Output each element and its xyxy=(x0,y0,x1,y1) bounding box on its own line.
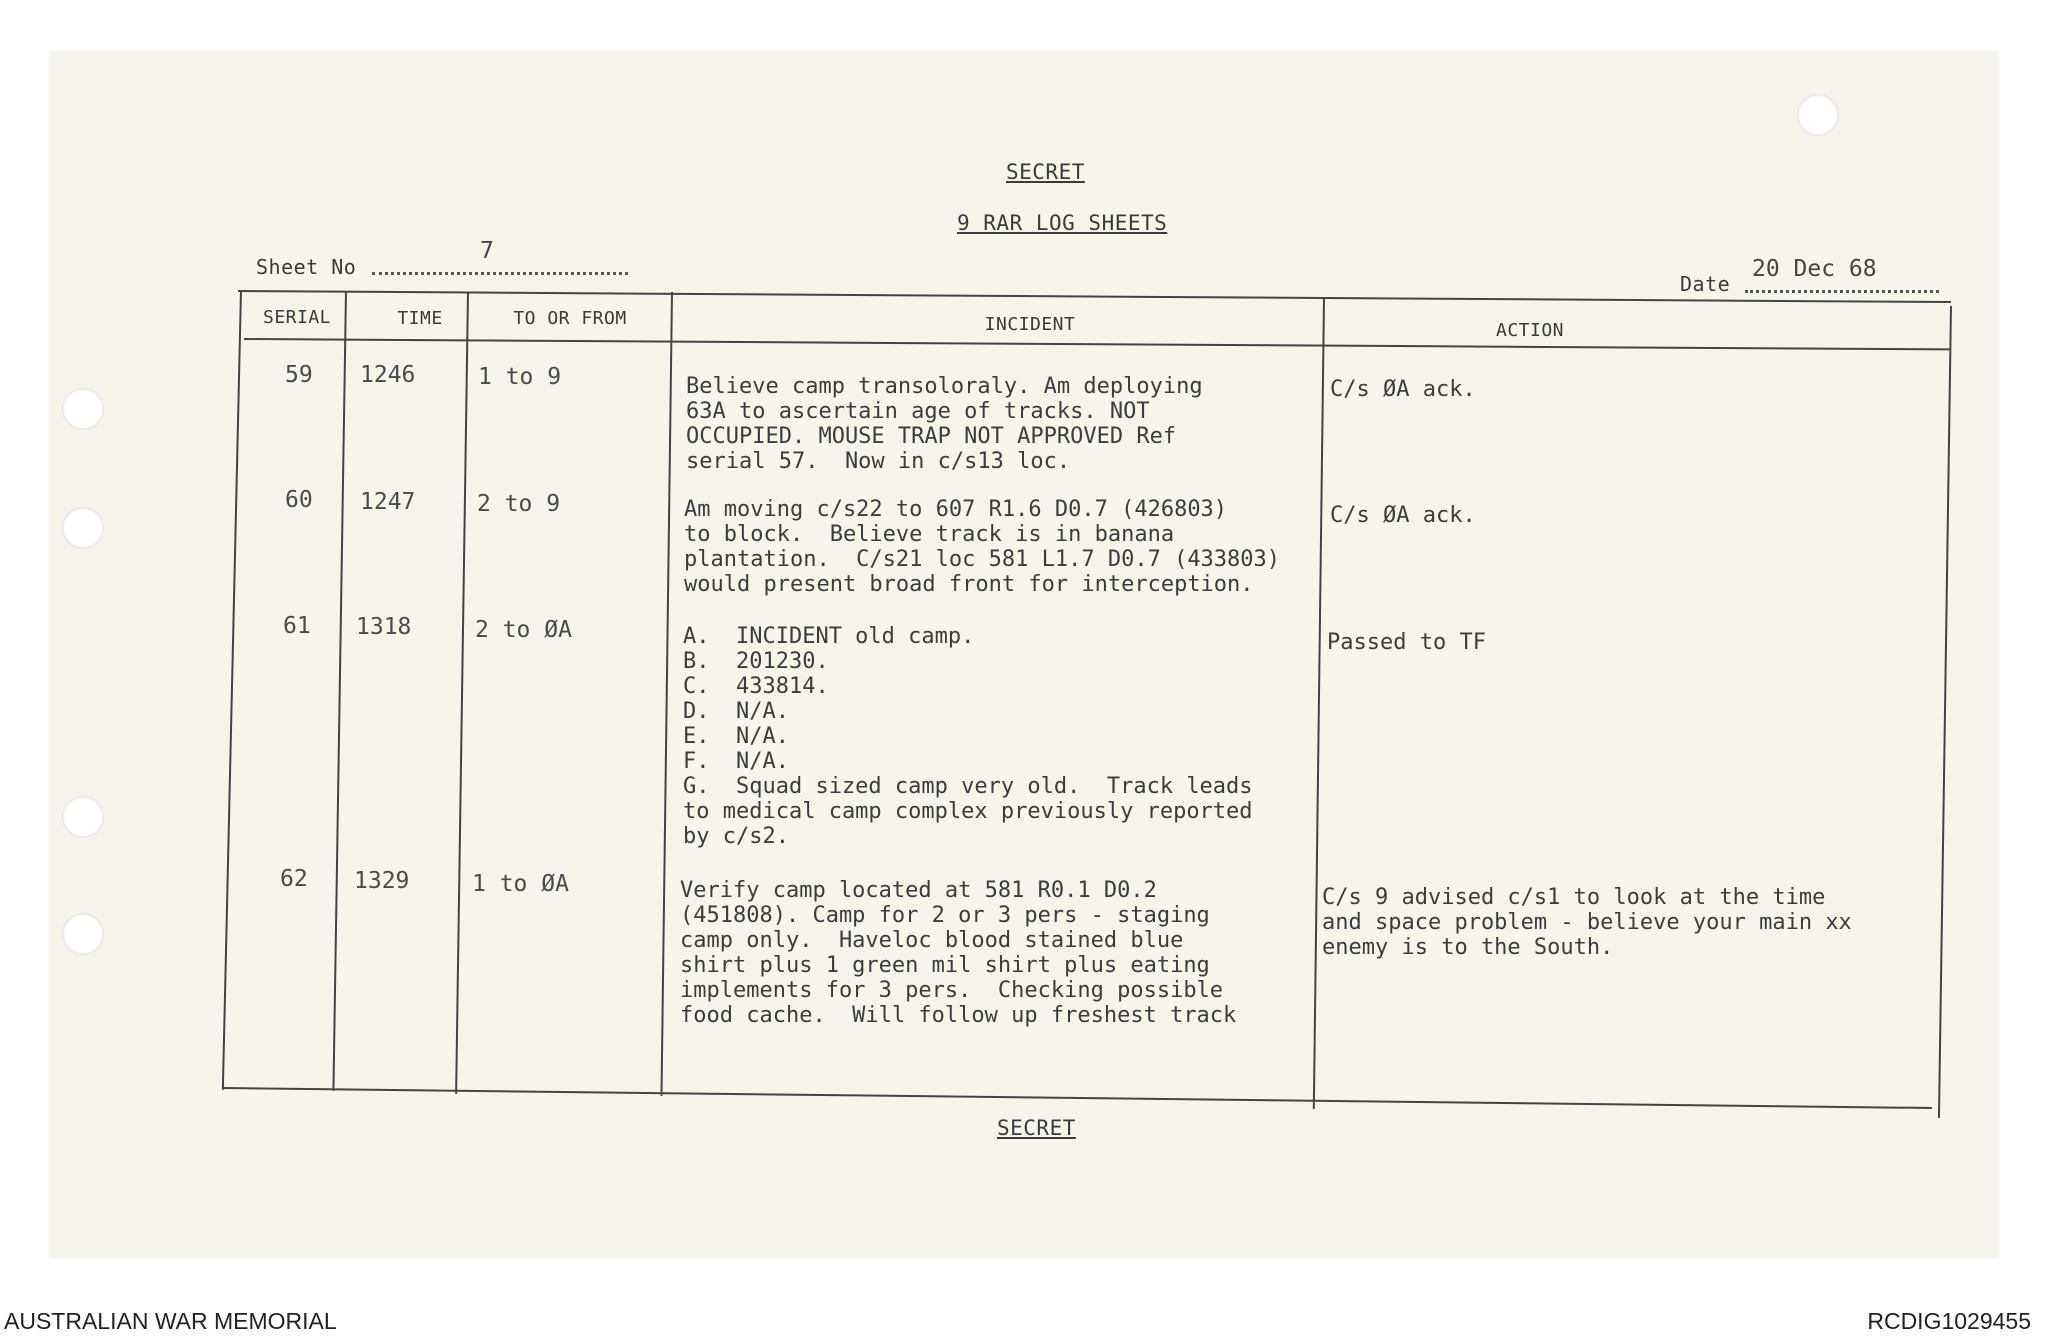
date-label: Date xyxy=(1680,272,1731,296)
sheet-label: Sheet No xyxy=(256,255,357,279)
punch-hole xyxy=(62,796,104,838)
row-serial: 60 xyxy=(285,487,313,513)
sheet-dotted-line xyxy=(372,272,628,275)
row-action: C/s ØA ack. xyxy=(1330,377,1476,402)
row-to-from: 2 to 9 xyxy=(477,491,561,517)
row-to-from: 1 to ØA xyxy=(472,871,569,897)
row-serial: 59 xyxy=(285,362,313,388)
archive-credit: AUSTRALIAN WAR MEMORIAL xyxy=(4,1308,337,1334)
row-serial: 61 xyxy=(283,613,311,639)
row-time: 1329 xyxy=(354,868,410,894)
row-time: 1246 xyxy=(360,362,416,388)
row-incident: Believe camp transoloraly. Am deploying 63A to ascertain age of tracks. NOT OCCUPIED. MOUSE TRAP NOT APPROVED Ref serial 57. Now in c/s13 loc. xyxy=(686,374,1203,474)
row-action: Passed to TF xyxy=(1327,630,1486,655)
date-value: 20 Dec 68 xyxy=(1752,256,1877,282)
row-incident: A. INCIDENT old camp. B. 201230. C. 433814. D. N/A. E. N/A. F. N/A. G. Squad sized camp very old. Track leads to medical camp complex previously reported by c/s2. xyxy=(683,624,1253,849)
row-action: C/s ØA ack. xyxy=(1330,503,1476,528)
col-header-action: ACTION xyxy=(1495,320,1565,341)
col-header-serial: SERIAL xyxy=(262,307,332,328)
punch-hole xyxy=(1797,94,1839,136)
classification-bottom: SECRET xyxy=(997,1116,1076,1140)
row-to-from: 2 to ØA xyxy=(475,617,572,643)
row-incident: Verify camp located at 581 R0.1 D0.2 (451808). Camp for 2 or 3 pers - staging camp only. Haveloc blood stained blue shirt plus 1 green mil shirt plus eating implements for 3 pers. Checking possible food cache. Will follow up freshest track xyxy=(680,878,1237,1028)
classification-top: SECRET xyxy=(1006,160,1085,184)
archive-id: RCDIG1029455 xyxy=(1867,1308,2031,1334)
sheet-number: 7 xyxy=(480,238,494,264)
date-dotted-line xyxy=(1745,290,1939,293)
page-title: 9 RAR LOG SHEETS xyxy=(957,211,1168,235)
row-serial: 62 xyxy=(280,866,308,892)
col-header-incident: INCIDENT xyxy=(984,314,1076,335)
punch-hole xyxy=(62,388,104,430)
row-time: 1318 xyxy=(356,614,412,640)
row-incident: Am moving c/s22 to 607 R1.6 D0.7 (426803) to block. Believe track is in banana plantation. C/s21 loc 581 L1.7 D0.7 (433803) would present broad front for interception. xyxy=(684,497,1281,597)
punch-hole xyxy=(62,507,104,549)
punch-hole xyxy=(62,913,104,955)
row-to-from: 1 to 9 xyxy=(478,364,562,390)
col-header-time: TIME xyxy=(397,308,443,329)
col-header-to-or-from: TO OR FROM xyxy=(513,308,627,329)
row-action: C/s 9 advised c/s1 to look at the time and space problem - believe your main xx enemy is to the South. xyxy=(1322,885,1852,960)
row-time: 1247 xyxy=(360,489,416,515)
